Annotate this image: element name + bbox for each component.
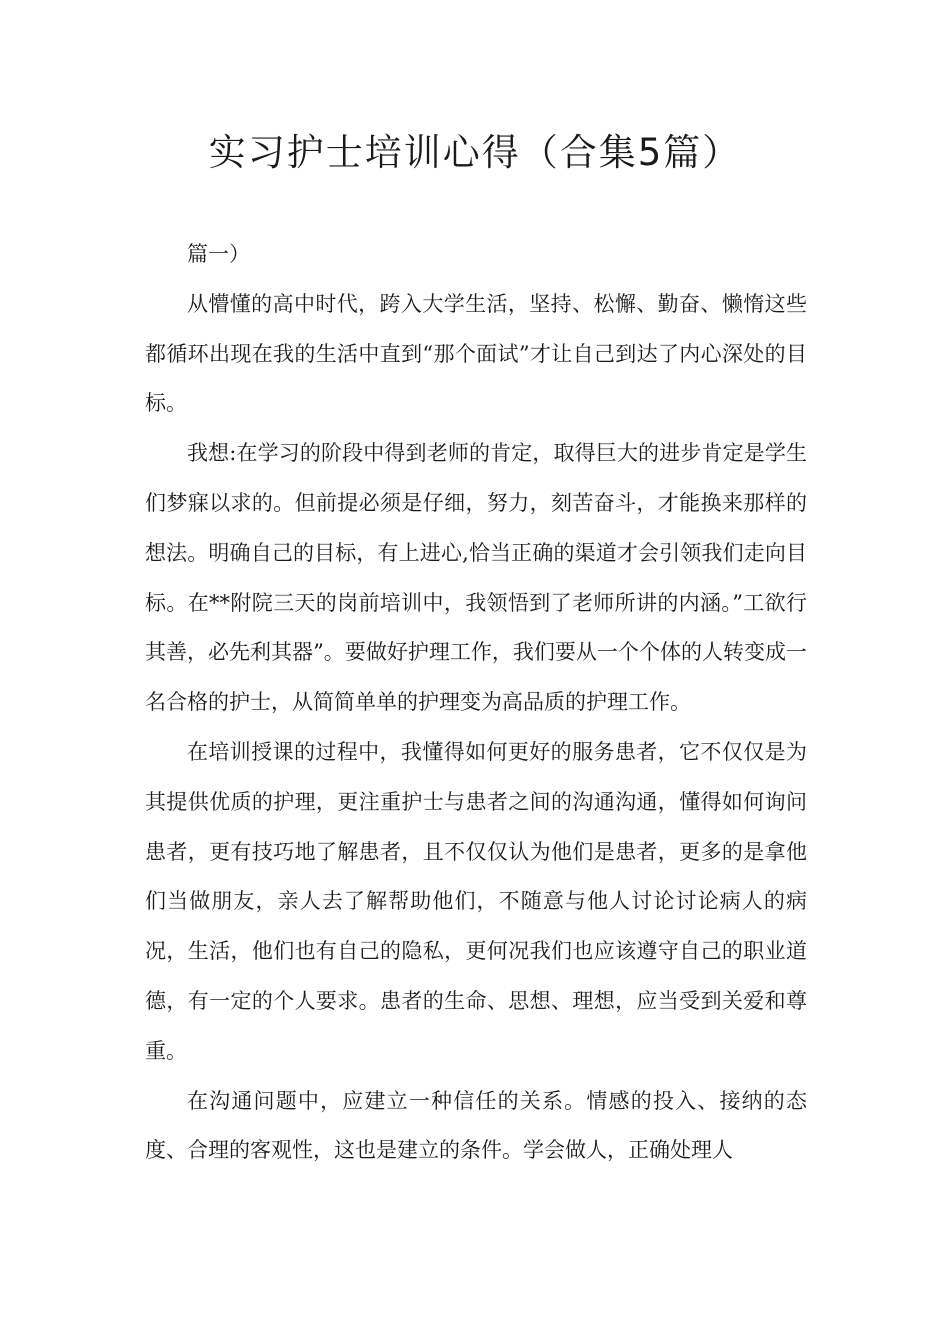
paragraph-4: 在沟通问题中，应建立一种信任的关系。情感的投入、接纳的态度、合理的客观性，这也是建立的条件。学会做人，正确处理人 bbox=[145, 1088, 807, 1163]
paragraph-1: 从懵懂的高中时代，跨入大学生活，坚持、松懈、勤奋、懒惰这些都循环出现在我的生活中直到“那个面试”才让自己到达了内心深处的目标。 bbox=[145, 291, 807, 416]
paragraph-3: 在培训授课的过程中，我懂得如何更好的服务患者，它不仅仅是为其提供优质的护理，更注重护士与患者之间的沟通沟通，懂得如何询问患者，更有技巧地了解患者，且不仅仅认为他们是患者，更多的是拿他们当做朋友，亲人去了解帮助他们，不随意与他人讨论讨论病人的病况，生活，他们也有自己的隐私，更何况我们也应该遵守自己的职业道德，有一定的个人要求。患者的生命、思想、理想，应当受到关爱和尊重。 bbox=[145, 739, 807, 1063]
section-heading: 篇一） bbox=[187, 242, 250, 266]
paragraph-2: 我想:在学习的阶段中得到老师的肯定，取得巨大的进步肯定是学生们梦寐以求的。但前提必须是仔细，努力，刻苦奋斗，才能换来那样的想法。明确自己的目标，有上进心,恰当正确的渠道才会引领我们走向目标。在**附院三天的岗前培训中，我领悟到了老师所讲的内涵。”工欲行其善，必先利其器”。要做好护理工作，我们要从一个个体的人转变成一名合格的护士，从简简单单的护理变为高品质的护理工作。 bbox=[145, 441, 807, 715]
document-body bbox=[145, 230, 807, 1176]
document-title: 实习护士培训心得（合集5篇） bbox=[208, 131, 742, 174]
